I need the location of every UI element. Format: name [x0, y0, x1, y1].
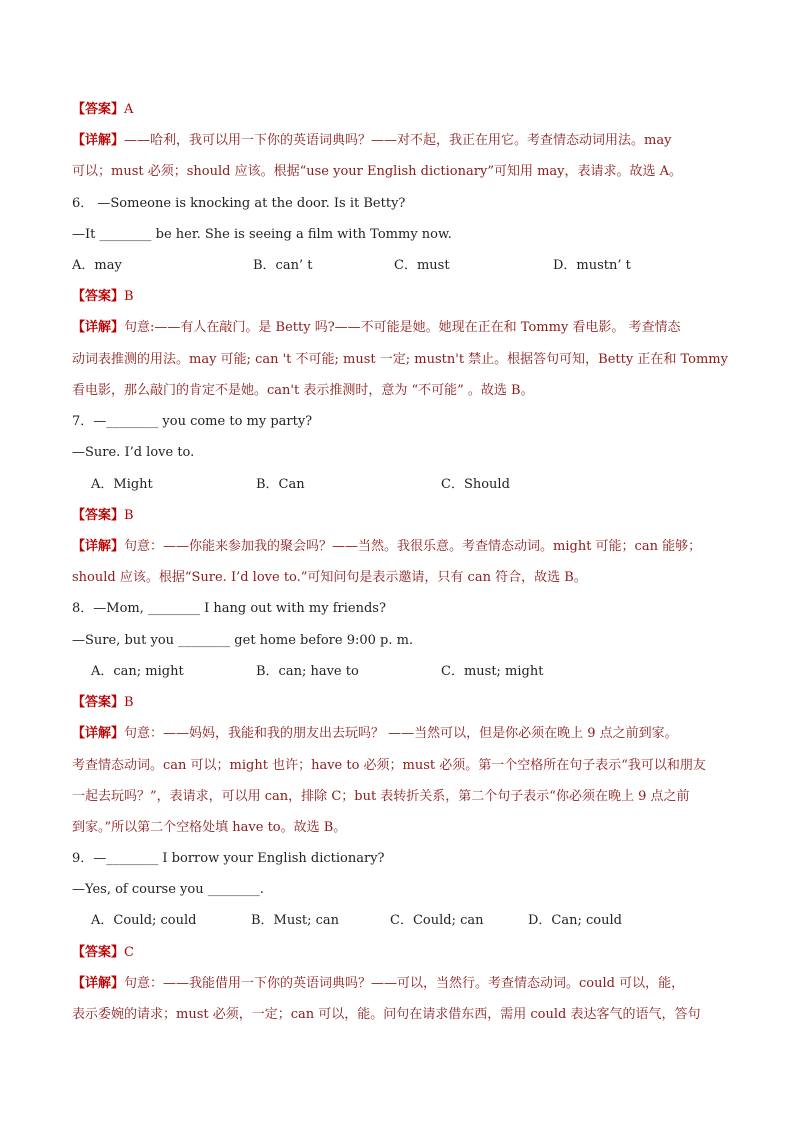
q8-option-b: B．can; have to [256, 664, 359, 679]
answer-tag: 【答案】 [72, 102, 125, 117]
q9-option-b: B．Must; can [251, 913, 340, 928]
q7-option-a: A．Might [91, 477, 153, 492]
q8-option-c: C．must; might [441, 664, 544, 679]
detail-line: 可以；must 必须；should 应该。根据“use your English dictionary”可知用 may，表请求。故选 A。 [72, 164, 683, 179]
question-9-stem: 9．—________ I borrow your English dictionary? [72, 851, 385, 866]
q6-option-a: A．may [72, 258, 122, 273]
detail-text: 句意：——妈妈，我能和我的朋友出去玩吗？ ——当然可以，但是你必须在晚上 9 点之前到家。 [124, 726, 678, 741]
answer-tag: 【答案】 [72, 695, 125, 710]
detail-line: 一起去玩吗？”，表请求，可以用 can，排除 C；but 表转折关系，第二个句子表示“你必须在晚上 9 点之前 [72, 789, 690, 804]
detail-line [72, 131, 722, 151]
detail-line: 动词表推测的用法。may 可能; can 't 不可能; must 一定; mustn't 禁止。根据答句可知，Betty 正在和 Tommy [72, 352, 728, 367]
answer-tag: 【答案】 [72, 289, 125, 304]
detail-tag: 【详解】 [72, 133, 125, 148]
detail-text: 句意：——我能借用一下你的英语词典吗？——可以，当然行。考查情态动词。could 可以，能， [124, 976, 685, 991]
answer-line [72, 287, 722, 307]
answer-value: B [124, 695, 134, 710]
detail-text: 句意:——有人在敲门。是 Betty 吗?——不可能是她。她现在正在和 Tommy 看电影。 考查情态 [124, 320, 681, 335]
detail-line: 表示委婉的请求；must 必须，一定；can 可以，能。问句在请求借东西，需用 could 表达客气的语气，答句 [72, 1007, 701, 1022]
answer-value: A [124, 102, 134, 117]
detail-line [72, 724, 722, 744]
q9-option-d: D．Can; could [528, 913, 622, 928]
detail-tag: 【详解】 [72, 976, 125, 991]
question-6-line2: —It ________ be her. She is seeing a film with Tommy now. [72, 227, 452, 242]
question-8-line2: —Sure, but you ________ get home before 9:00 p. m. [72, 633, 414, 648]
q9-option-c: C．Could; can [390, 913, 484, 928]
q6-option-d: D．mustn’ t [553, 258, 631, 273]
answer-line [72, 693, 722, 713]
question-6-stem: 6． —Someone is knocking at the door. Is it Betty? [72, 196, 406, 211]
answer-value: C [124, 945, 134, 960]
answer-tag: 【答案】 [72, 945, 125, 960]
detail-text: 句意：——你能来参加我的聚会吗？——当然。我很乐意。考查情态动词。might 可能；can 能够； [124, 539, 702, 554]
question-8-stem: 8．—Mom, ________ I hang out with my friends? [72, 601, 386, 616]
answer-value: B [124, 289, 134, 304]
answer-line [72, 943, 722, 963]
question-7-line2: —Sure. I’d love to. [72, 445, 195, 460]
question-7-stem: 7．—________ you come to my party? [72, 414, 313, 429]
answer-value: B [124, 508, 134, 523]
q8-option-a: A．can; might [91, 664, 184, 679]
answer-line [72, 100, 722, 120]
detail-line: 考查情态动词。can 可以；might 也许；have to 必须；must 必须。第一个空格所在句子表示“我可以和朋友 [72, 758, 706, 773]
detail-line [72, 537, 722, 557]
q7-option-b: B．Can [256, 477, 305, 492]
detail-line: 到家。”所以第二个空格处填 have to。故选 B。 [72, 820, 347, 835]
q7-option-c: C．Should [441, 477, 510, 492]
detail-line [72, 318, 722, 338]
question-9-line2: —Yes, of course you ________. [72, 882, 264, 897]
detail-text: ——哈利，我可以用一下你的英语词典吗？——对不起，我正在用它。考查情态动词用法。may [124, 133, 672, 148]
answer-line [72, 506, 722, 526]
q6-option-c: C．must [394, 258, 450, 273]
q6-option-b: B．can’ t [253, 258, 313, 273]
answer-tag: 【答案】 [72, 508, 125, 523]
detail-tag: 【详解】 [72, 726, 125, 741]
detail-line [72, 974, 722, 994]
detail-tag: 【详解】 [72, 539, 125, 554]
q9-option-a: A．Could; could [91, 913, 197, 928]
detail-tag: 【详解】 [72, 320, 125, 335]
detail-line: should 应该。根据“Sure. I’d love to.”可知问句是表示邀请，只有 can 符合，故选 B。 [72, 570, 587, 585]
detail-line: 看电影，那么敲门的肯定不是她。can't 表示推测时，意为 “不可能” 。故选 B。 [72, 383, 534, 398]
